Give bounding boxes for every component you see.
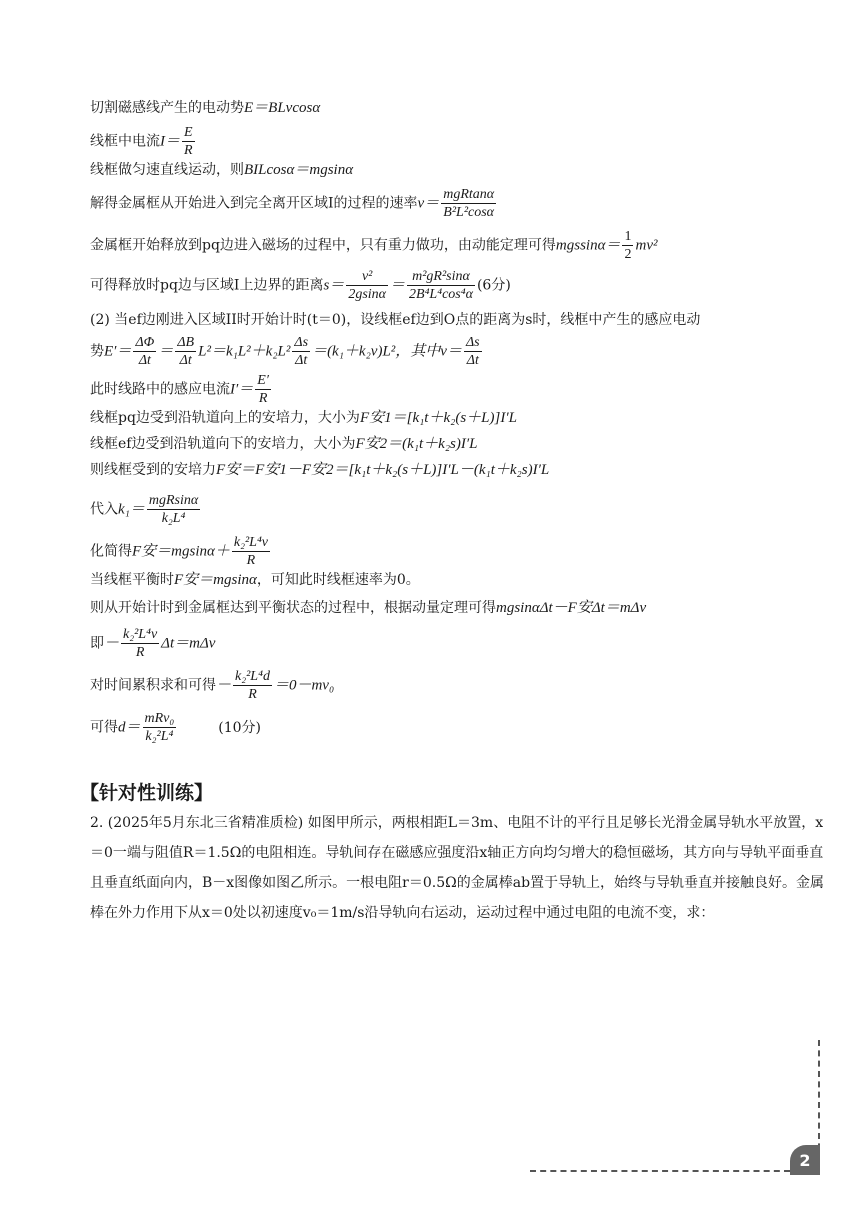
numerator: mgRsinα bbox=[148, 493, 199, 508]
solution-line-1 bbox=[90, 98, 320, 118]
solution-line-12 bbox=[90, 460, 549, 480]
denominator: R bbox=[246, 553, 256, 568]
text: 势 bbox=[90, 343, 104, 360]
equation: E＝BLvcosα bbox=[244, 100, 321, 116]
solution-line-3 bbox=[90, 160, 353, 180]
denominator: Δt bbox=[179, 353, 192, 368]
fraction bbox=[292, 334, 310, 369]
solution-line-6 bbox=[90, 268, 511, 303]
equation: ＝ bbox=[158, 343, 174, 360]
solution-line-15 bbox=[90, 570, 420, 590]
text: 当线框平衡时 bbox=[90, 572, 174, 588]
equation: v＝ bbox=[440, 343, 462, 360]
solution-line-8 bbox=[90, 334, 484, 369]
text: 金属框开始释放到pq边进入磁场的过程中，只有重力做功，由动能定理可得 bbox=[90, 237, 556, 254]
denominator: 2 bbox=[624, 247, 632, 262]
equation: ＝(k₁＋k₂v)L²，其中 bbox=[312, 343, 441, 360]
numerator: ΔB bbox=[177, 335, 195, 350]
text: (2) 当ef边刚进入区域II时开始计时(t＝0)，设线框ef边到O点的距离为s时，线框中产生的感应电动 bbox=[90, 312, 701, 328]
solution-line-18 bbox=[90, 668, 334, 703]
equation: I＝ bbox=[160, 133, 180, 150]
equation: mgssinα＝ bbox=[555, 237, 621, 254]
solution-line-2 bbox=[90, 124, 197, 159]
text: 即 bbox=[90, 635, 104, 652]
score: (6分) bbox=[476, 277, 511, 294]
denominator: B²L²cosα bbox=[443, 205, 495, 220]
equation: F安1＝[k₁t＋k₂(s＋L)]I′L bbox=[359, 410, 517, 426]
equation: E′＝ bbox=[104, 343, 132, 360]
text: 切割磁感线产生的电动势 bbox=[90, 100, 244, 116]
numerator: 1 bbox=[624, 229, 632, 244]
numerator: mgRtanα bbox=[443, 187, 495, 202]
text: 则从开始计时到金属框达到平衡状态的过程中，根据动量定理可得 bbox=[90, 600, 496, 616]
numerator: Δs bbox=[465, 335, 480, 350]
equation: s＝ bbox=[323, 277, 345, 294]
numerator: E′ bbox=[257, 373, 269, 388]
fraction bbox=[233, 668, 272, 703]
fraction bbox=[255, 372, 271, 407]
equation: F安＝F安1－F安2＝[k₁t＋k₂(s＋L)]I′L－(k₁t＋k₂s)I′L bbox=[216, 462, 550, 478]
denominator: k₂L⁴ bbox=[161, 511, 186, 526]
equation: F安2＝(k₁t＋k₂s)I′L bbox=[355, 436, 478, 452]
solution-line-17 bbox=[90, 626, 215, 661]
solution-line-16 bbox=[90, 598, 646, 618]
solution-line-14 bbox=[90, 534, 272, 569]
text: 线框pq边受到沿轨道向上的安培力，大小为 bbox=[90, 410, 360, 426]
numerator: mRv₀ bbox=[144, 711, 175, 726]
bottom-dashed-line bbox=[530, 1170, 790, 1172]
solution-line-7 bbox=[90, 310, 700, 330]
equation: － bbox=[104, 635, 120, 652]
equation: L²＝k₁L²＋k₂L² bbox=[198, 343, 291, 360]
solution-line-19 bbox=[90, 710, 261, 745]
denominator: 2gsinα bbox=[348, 287, 386, 302]
equation: F安＝mgsinα bbox=[174, 572, 257, 588]
numerator: k₂²L⁴v bbox=[233, 535, 269, 550]
denominator: 2B⁴L⁴cos⁴α bbox=[409, 287, 473, 302]
equation: Δt＝mΔv bbox=[161, 635, 216, 652]
solution-line-10 bbox=[90, 408, 517, 428]
solution-line-5 bbox=[90, 228, 657, 263]
numerator: E bbox=[184, 125, 193, 140]
fraction bbox=[407, 268, 475, 303]
equation: BILcosα＝mgsinα bbox=[244, 162, 354, 178]
numerator: k₂²L⁴v bbox=[123, 627, 158, 642]
fraction bbox=[346, 268, 388, 303]
denominator: k₂²L⁴ bbox=[145, 729, 174, 744]
fraction bbox=[182, 124, 195, 159]
equation: ＝0－mv₀ bbox=[273, 677, 335, 694]
fraction bbox=[464, 334, 482, 369]
fraction bbox=[143, 710, 177, 745]
text: 线框ef边受到沿轨道向下的安培力，大小为 bbox=[90, 436, 356, 452]
fraction bbox=[175, 334, 196, 369]
denominator: R bbox=[184, 143, 193, 158]
solution-line-4 bbox=[90, 186, 498, 221]
equation: － bbox=[216, 677, 232, 694]
score: (10分) bbox=[218, 719, 262, 736]
text: 线框中电流 bbox=[90, 133, 160, 150]
numerator: m²gR²sinα bbox=[407, 268, 475, 286]
solution-line-13 bbox=[90, 492, 202, 527]
numerator: Δs bbox=[294, 335, 309, 350]
fraction bbox=[133, 334, 156, 369]
denominator: R bbox=[135, 645, 145, 660]
denominator: R bbox=[258, 391, 268, 406]
text: 化简得 bbox=[90, 543, 132, 560]
fraction bbox=[441, 186, 496, 221]
text: 对时间累积求和可得 bbox=[90, 677, 216, 694]
text: 可得 bbox=[90, 719, 118, 736]
text: 此时线路中的感应电流 bbox=[90, 381, 230, 398]
text: ，可知此时线框速率为0。 bbox=[256, 572, 420, 588]
fraction bbox=[232, 534, 270, 569]
equation: mgsinαΔt－F安Δt＝mΔv bbox=[496, 600, 647, 616]
solution-line-11 bbox=[90, 434, 478, 454]
numerator: v² bbox=[346, 268, 388, 286]
text: 解得金属框从开始进入到完全离开区域I的过程的速率 bbox=[90, 195, 418, 212]
equation: I′＝ bbox=[230, 381, 254, 398]
equation: k₁＝ bbox=[118, 501, 145, 518]
fraction bbox=[622, 228, 633, 263]
solution-line-9 bbox=[90, 372, 273, 407]
denominator: Δt bbox=[295, 353, 308, 368]
numerator: ΔΦ bbox=[135, 335, 155, 350]
text: 代入 bbox=[90, 501, 118, 518]
numerator: k₂²L⁴d bbox=[235, 669, 270, 684]
fraction bbox=[147, 492, 200, 527]
fraction bbox=[121, 626, 159, 661]
denominator: Δt bbox=[138, 353, 151, 368]
question-text: 2. (2025年5月东北三省精准质检) 如图甲所示，两根相距L＝3m、电阻不计的平行且足够长光滑金属导轨水平放置，x＝0一端与阻值R＝1.5Ω的电阻相连。导轨间存在磁感应强度沿x轴正方向均匀增大的稳恒磁场，其方向与导轨平面垂直且垂直纸面向内，B－x图像如图乙所示。一根电阻r＝0.5Ω的金属棒ab置于导轨上，始终与导轨垂直并接触良好。金属棒在外力作用下从x＝0处以初速度v₀＝1m/s沿导轨向右运动，运动过程中通过电阻的电流不变，求： bbox=[90, 815, 825, 921]
text: 线框做匀速直线运动，则 bbox=[90, 162, 244, 178]
text: 则线框受到的安培力 bbox=[90, 462, 216, 478]
denominator: Δt bbox=[466, 353, 479, 368]
equation: mv² bbox=[635, 237, 658, 254]
text: 可得释放时pq边与区域I上边界的距离 bbox=[90, 277, 324, 294]
equation: F安＝mgsinα＋ bbox=[132, 543, 230, 560]
denominator: R bbox=[248, 687, 257, 702]
section-title: 【针对性训练】 bbox=[80, 782, 214, 804]
equation: v＝ bbox=[417, 195, 440, 212]
equation: ＝ bbox=[390, 277, 406, 294]
page-number: 2 bbox=[790, 1145, 820, 1175]
equation: d＝ bbox=[118, 719, 141, 736]
